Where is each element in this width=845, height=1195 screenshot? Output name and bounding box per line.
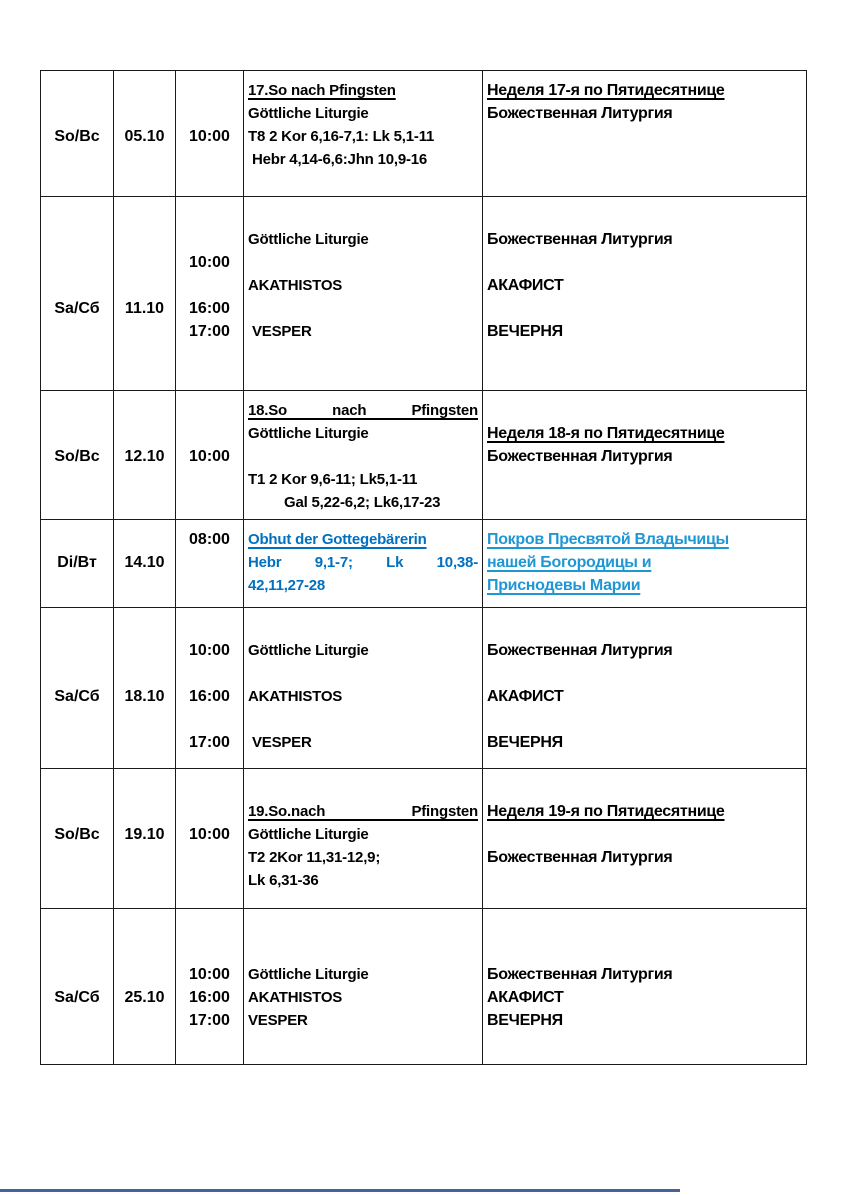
blank-line [118,205,171,228]
date-cell [114,909,176,1065]
german-cell [244,520,483,608]
text-line: АКАФИСТ [487,989,564,1006]
blank-line [248,917,478,940]
text-line: Божественная Литургия [487,231,673,248]
text-line: T2 2Kor 11,31-12,9; [248,849,381,866]
blank-line [45,102,109,125]
blank-line [118,917,171,940]
german-cell [244,391,483,520]
date-cell [114,391,176,520]
russian-cell [483,197,807,391]
blank-line [45,274,109,297]
blank-line [45,777,109,800]
blank-line [45,251,109,274]
blank-line [487,616,802,639]
date-cell [114,608,176,769]
blank-line [180,917,239,940]
blank-line [118,777,171,800]
text-line: AKATHISTOS [248,989,343,1006]
blank-line [45,399,109,422]
blank-line [487,662,802,685]
blank-line [118,662,171,685]
text-line: Sa/Сб [54,688,100,705]
time-cell [176,909,244,1065]
text-line: VESPER [248,734,312,751]
time-cell [176,391,244,520]
text-line: 17:00 [189,1012,230,1029]
text-line: T1 2 Kor 9,6-11; Lk5,1-11 [248,471,418,488]
blank-line [180,662,239,685]
blank-line [248,445,478,468]
german-cell [244,909,483,1065]
day-cell [41,909,114,1065]
text-line: 16:00 [189,989,230,1006]
blank-line [118,940,171,963]
blank-line [180,940,239,963]
blank-line [487,205,802,228]
text-line: Sa/Сб [54,989,100,1006]
text-line: Божественная Литургия [487,849,673,866]
blank-line [248,251,478,274]
blank-line [45,800,109,823]
text-line: 17:00 [189,734,230,751]
text-line: Göttliche Liturgie [248,425,369,442]
table-row [41,769,807,909]
blank-line [487,297,802,320]
table-row [41,909,807,1065]
table-row [41,608,807,769]
text-line: АКАФИСТ [487,688,564,705]
blank-line [45,422,109,445]
text-line: 17:00 [189,323,230,340]
blank-line [487,399,802,422]
blank-line [118,102,171,125]
russian-cell [483,909,807,1065]
text-line: Gal 5,22-6,2; Lk6,17-23 [284,494,441,511]
footer-rule [0,1189,680,1192]
text-line: Неделя 17-я по Пятидесятнице [487,82,725,99]
blank-line [118,616,171,639]
german-cell [244,608,483,769]
blank-line [45,917,109,940]
blank-line [118,399,171,422]
text-line: VESPER [248,1012,308,1029]
blank-line [487,940,802,963]
table-row [41,71,807,197]
day-cell [41,71,114,197]
blank-line [180,79,239,102]
text-line: 10:00 [189,128,230,145]
date-cell [114,71,176,197]
text-line: Покров Пресвятой Владычицы [487,531,729,548]
text-line: Неделя 18-я по Пятидесятнице [487,425,725,442]
time-cell [176,769,244,909]
text-line: VESPER [248,323,312,340]
blank-line [45,616,109,639]
blank-line [180,800,239,823]
day-cell [41,769,114,909]
blank-line [118,422,171,445]
blank-line [118,639,171,662]
text-line: 42,11,27-28 [248,577,326,594]
russian-cell [483,391,807,520]
blank-line [487,251,802,274]
blank-line [180,205,239,228]
russian-cell [483,71,807,197]
blank-line [180,708,239,731]
blank-line [45,79,109,102]
time-cell [176,608,244,769]
blank-line [118,274,171,297]
text-line: ВЕЧЕРНЯ [487,323,563,340]
blank-line [45,639,109,662]
day-cell [41,608,114,769]
text-line: 10:00 [189,966,230,983]
text-line: 18.10 [124,688,165,705]
text-line: Göttliche Liturgie [248,105,369,122]
day-cell [41,391,114,520]
date-cell [114,769,176,909]
text-line: Hebr 9,1-7; Lk 10,38- [248,554,478,571]
russian-cell [483,769,807,909]
text-line: 05.10 [124,128,165,145]
text-line: 16:00 [189,300,230,317]
blank-line [118,79,171,102]
text-line: Божественная Литургия [487,448,673,465]
blank-line [248,205,478,228]
day-cell [41,520,114,608]
text-line: So/Вс [54,826,100,843]
blank-line [118,228,171,251]
text-line: 16:00 [189,688,230,705]
table-row [41,391,807,520]
date-cell [114,197,176,391]
text-line: 19.10 [124,826,165,843]
blank-line [118,528,171,551]
german-cell [244,769,483,909]
blank-line [118,963,171,986]
text-line: 10:00 [189,448,230,465]
russian-cell [483,608,807,769]
blank-line [180,274,239,297]
text-line: AKATHISTOS [248,688,343,705]
text-line: So/Вс [54,448,100,465]
table-row [41,520,807,608]
text-line: Hebr 4,14-6,6:Jhn 10,9-16 [248,151,428,168]
blank-line [487,823,802,846]
russian-cell [483,520,807,608]
blank-line [248,940,478,963]
text-line: ВЕЧЕРНЯ [487,734,563,751]
blank-line [45,940,109,963]
text-line: 17.So nach Pfingsten [248,82,396,99]
table-row [41,197,807,391]
text-line: 12.10 [124,448,165,465]
german-cell [244,71,483,197]
text-line: 08:00 [189,531,230,548]
blank-line [45,963,109,986]
blank-line [45,205,109,228]
text-line: 18.So nach Pfingsten [248,402,478,419]
german-cell [244,197,483,391]
text-line: Приснодевы Марии [487,577,641,594]
text-line: T8 2 Kor 6,16-7,1: Lk 5,1-11 [248,128,435,145]
blank-line [180,228,239,251]
blank-line [45,662,109,685]
text-line: 10:00 [189,254,230,271]
blank-line [248,297,478,320]
blank-line [487,708,802,731]
text-line: 25.10 [124,989,165,1006]
text-line: Göttliche Liturgie [248,826,369,843]
blank-line [180,777,239,800]
time-cell [176,520,244,608]
blank-line [180,399,239,422]
text-line: So/Вс [54,128,100,145]
time-cell [176,71,244,197]
text-line: нашей Богородицы и [487,554,652,571]
blank-line [487,917,802,940]
text-line: Sa/Сб [54,300,100,317]
text-line: Di/Вт [57,554,97,571]
blank-line [118,251,171,274]
text-line: 11.10 [124,300,165,317]
text-line: Неделя 19-я по Пятидесятнице [487,803,725,820]
blank-line [248,662,478,685]
blank-line [248,708,478,731]
text-line: 19.So.nach Pfingsten [248,803,478,820]
text-line: АКАФИСТ [487,277,564,294]
date-cell [114,520,176,608]
text-line: AKATHISTOS [248,277,343,294]
text-line: Божественная Литургия [487,105,673,122]
blank-line [487,777,802,800]
blank-line [180,422,239,445]
blank-line [248,777,478,800]
text-line: Божественная Литургия [487,966,673,983]
text-line: Obhut der Gottegebärerin [248,531,427,548]
schedule-table [40,70,807,1065]
text-line: ВЕЧЕРНЯ [487,1012,563,1029]
blank-line [45,528,109,551]
blank-line [248,616,478,639]
text-line: 14.10 [124,554,165,571]
blank-line [118,800,171,823]
blank-line [180,616,239,639]
text-line: Göttliche Liturgie [248,966,369,983]
time-cell [176,197,244,391]
day-cell [41,197,114,391]
text-line: Göttliche Liturgie [248,231,369,248]
text-line: Göttliche Liturgie [248,642,369,659]
text-line: Божественная Литургия [487,642,673,659]
text-line: 10:00 [189,826,230,843]
blank-line [180,102,239,125]
text-line: 10:00 [189,642,230,659]
text-line: Lk 6,31-36 [248,872,319,889]
blank-line [45,228,109,251]
